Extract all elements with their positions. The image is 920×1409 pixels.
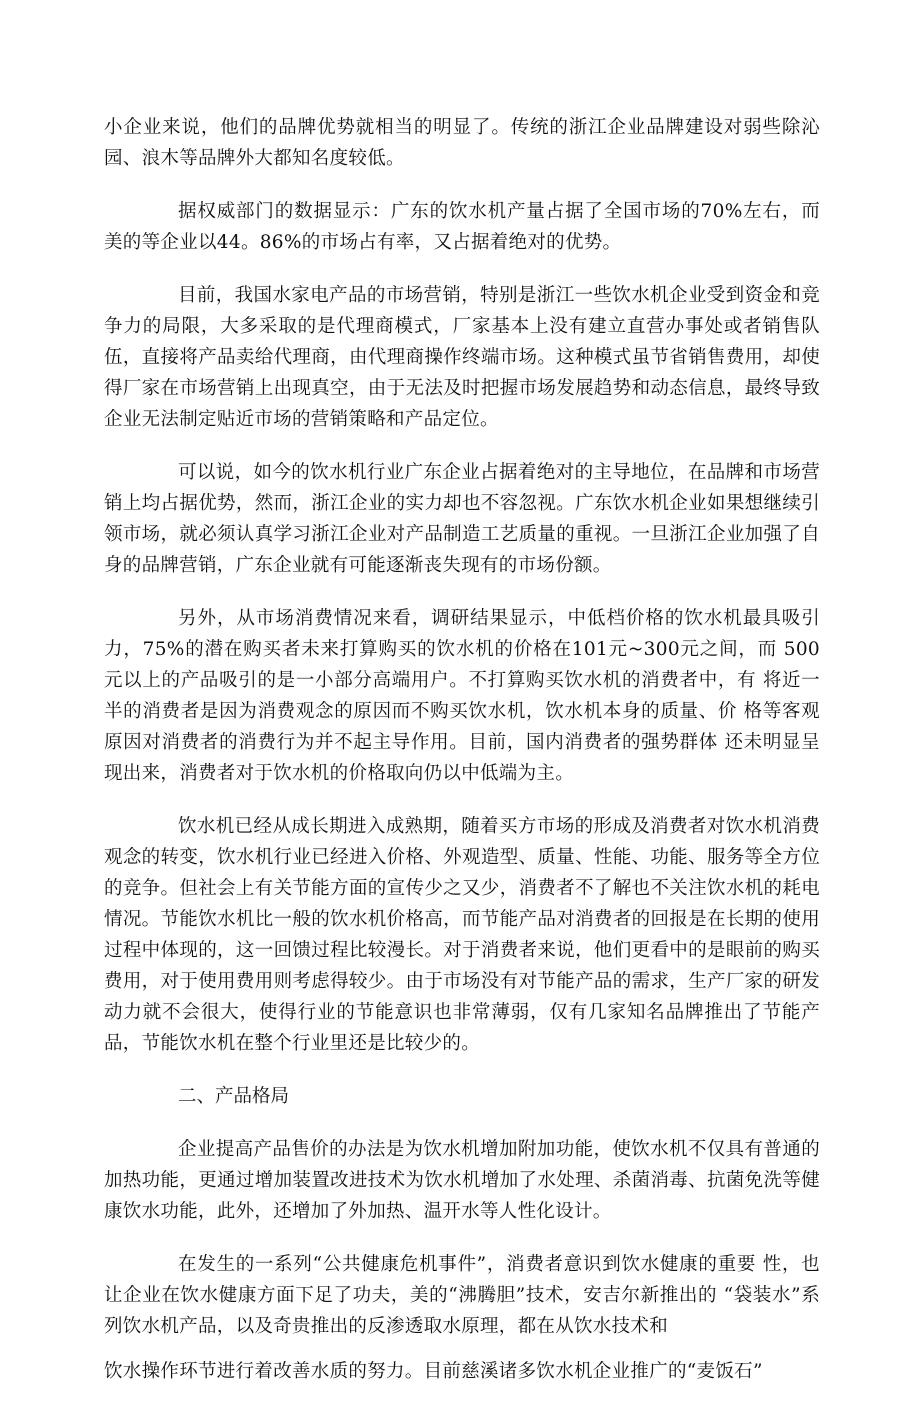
paragraph-2: 据权威部门的数据显示：广东的饮水机产量占据了全国市场的70%左右，而美的等企业以44。86%的市场占有率，又占据着绝对的优势。 [104,201,820,253]
paragraph-8: 在发生的一系列“公共健康危机事件”，消费者意识到饮水健康的重要 性，也让企业在饮水健康方面下足了功夫，美的“沸腾胆”技术，安吉尔新推出的 “袋装水”系列饮水机产品，以及奇贵推出的反渗透取水原理，都在从饮水技术和 [104,1254,820,1337]
paragraph-4: 可以说，如今的饮水机行业广东企业占据着绝对的主导地位，在品牌和市场营销上均占据优势，然而，浙江企业的实力却也不容忽视。广东饮水机企业如果想继续引领市场，就必须认真学习浙江企业对产品制造工艺质量的重视。一旦浙江企业加强了自身的品牌营销，广东企业就有可能逐渐丧失现有的市场份额。 [104,462,820,576]
paragraph-3: 目前，我国水家电产品的市场营销，特别是浙江一些饮水机企业受到资金和竞争力的局限，大多采取的是代理商模式，厂家基本上没有建立直营办事处或者销售队伍，直接将产品卖给代理商，由代理商操作终端市场。这种模式虽节省销售费用，却使得厂家在市场营销上出现真空，由于无法及时把握市场发展趋势和动态信息，最终导致企业无法制定贴近市场的营销策略和产品定位。 [104,285,820,430]
section-heading: 二、产品格局 [178,1086,290,1107]
paragraph-7: 企业提高产品售价的办法是为饮水机增加附加功能，使饮水机不仅具有普通的加热功能，更通过增加装置改进技术为饮水机增加了水处理、杀菌消毒、抗菌免洗等健康饮水功能，此外，还增加了外加热、温开水等人性化设计。 [104,1139,820,1222]
paragraph-6: 饮水机已经从成长期进入成熟期，随着买方市场的形成及消费者对饮水机消费观念的转变，饮水机行业已经进入价格、外观造型、质量、性能、功能、服务等全方位的竞争。但社会上有关节能方面的宣传少之又少，消费者不了解也不关注饮水机的耗电情况。节能饮水机比一般的饮水机价格高，而节能产品对消费者的回报是在长期的使用过程中体现的，这一回馈过程比较漫长。对于消费者来说，他们更看中的是眼前的购买费用，对于使用费用则考虑得较少。由于市场没有对节能产品的需求，生产厂家的研发动力就不会很大，使得行业的节能意识也非常薄弱，仅有几家知名品牌推出了节能产品，节能饮水机在整个行业里还是比较少的。 [104,816,820,1054]
paragraph-5: 另外，从市场消费情况来看，调研结果显示，中低档价格的饮水机最具吸引力，75%的潜在购买者未来打算购买的饮水机的价格在101元~300元之间，而 500元以上的产品吸引的是一小部分高端用户。不打算购买饮水机的消费者中，有 将近一半的消费者是因为消费观念的原因而不购买饮水机，饮水机本身的质量、价 格等客观原因对消费者的消费行为并不起主导作用。目前，国内消费者的强势群体 还未明显呈现出来，消费者对于饮水机的价格取向仍以中低端为主。 [104,608,820,784]
document-page [104,112,820,1409]
paragraph-1: 小企业来说，他们的品牌优势就相当的明显了。传统的浙江企业品牌建设对弱些除沁园、浪木等品牌外大都知名度较低。 [104,117,820,169]
paragraph-9: 饮水操作环节进行着改善水质的努力。目前慈溪诸多饮水机企业推广的“麦饭石” [104,1361,763,1382]
